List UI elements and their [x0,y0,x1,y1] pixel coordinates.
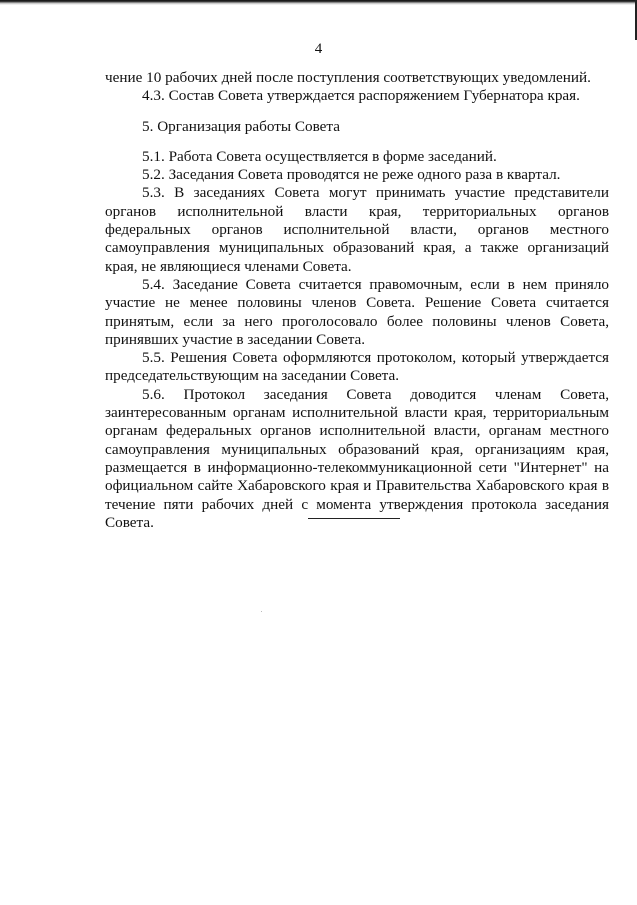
clause-5-2: 5.2. Заседания Совета проводятся не реже одного раза в квартал. [142,166,561,184]
clause-5-6: 5.6. Протокол заседания Совета доводится членам Совета, заинтересованным органам исполнительной власти края, территориальным органам федеральных органов исполнительной власти, органам местного самоуправления муниципальных образований края, организациям края, размещается в информационно-телекоммуникационной сети "Интернет" на официальном сайте Хабаровского края и Правительства Хабаровского края в течение пяти рабочих дней с момента утверждения протокола заседания Совета. [105,385,609,531]
clause-5-4: 5.4. Заседание Совета считается правомочным, если в нем приняло участие не менее половины членов Совета. Решение Совета считается принятым, если за него проголосовало более половины членов Совета, принявших участие в заседании Совета. [105,275,609,348]
scan-speck [261,611,262,612]
clause-5-1: 5.1. Работа Совета осуществляется в форме заседаний. [142,147,497,165]
paragraph-spacer [105,136,609,148]
document-body [105,69,609,532]
section-heading-5: 5. Организация работы Совета [142,117,340,135]
paragraph-spacer [105,106,609,118]
clause-5-5: 5.5. Решения Совета оформляются протоколом, который утверждается председательствующим на заседании Совета. [105,349,609,385]
clause-5-3: 5.3. В заседаниях Совета могут принимать участие представители органов исполнительной власти края, территориальных органов федеральных органов исполнительной власти, органов местного самоуправления муниципальных образований края, а также организаций края, не являющиеся членами Совета. [105,184,609,275]
clause-4-3: 4.3. Состав Совета утверждается распоряжением Губернатора края. [142,87,580,105]
closing-rule [308,518,400,519]
paragraph-continuation: чение 10 рабочих дней после поступления соответствующих уведомлений. [105,69,591,86]
page-number: 4 [314,41,323,57]
